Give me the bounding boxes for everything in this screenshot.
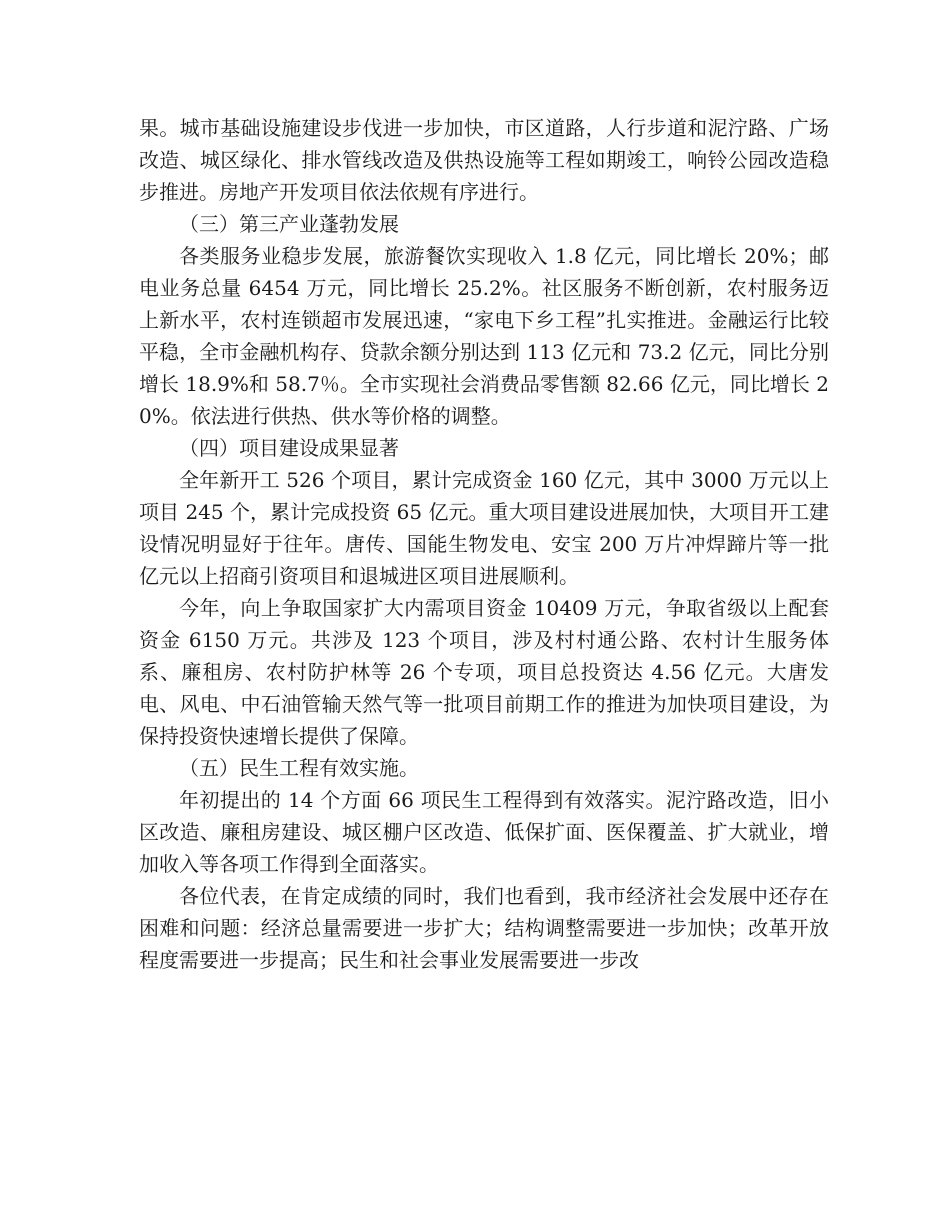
paragraph-problems: 各位代表，在肯定成绩的同时，我们也看到，我市经济社会发展中还存在困难和问题：经济总量需要进一步扩大；结构调整需要进一步加快；改革开放程度需要进一步提高；民生和社会事业发展需要进一步改 — [139, 884, 829, 972]
paragraph-national-funding: 今年，向上争取国家扩大内需项目资金 10409 万元，争取省级以上配套资金 6150 万元。共涉及 123 个项目，涉及村村通公路、农村计生服务体系、廉租房、农村防护林等 26 个专项，项目总投资达 4.56 亿元。大唐发电、风电、中石油管输天然气等一批项目前期工作的推进为加快项目建设，为保持投资快速增长提供了保障。 — [139, 596, 829, 748]
section-heading-livelihood: （五）民生工程有效实施。 — [179, 756, 419, 780]
paragraph-services: 各类服务业稳步发展，旅游餐饮实现收入 1.8 亿元，同比增长 20%；邮电业务总量 6454 万元，同比增长 25.2%。社区服务不断创新，农村服务迈上新水平，农村连锁超市发展迅速，“家电下乡工程”扎实推进。金融运行比较平稳，全市金融机构存、贷款余额分别达到 113 亿元和 73.2 亿元，同比分别增长 18.9%和 58.7％。全市实现社会消费品零售额 82.66 亿元，同比增长 20%。依法进行供热、供水等价格的调整。 — [139, 244, 829, 428]
section-heading-tertiary-industry: （三）第三产业蓬勃发展 — [179, 212, 399, 236]
paragraph-intro-continuation: 果。城市基础设施建设步伐进一步加快，市区道路，人行步道和泥泞路、广场改造、城区绿化、排水管线改造及供热设施等工程如期竣工，响铃公园改造稳步推进。房地产开发项目依法依规有序进行。 — [139, 116, 829, 204]
document-page — [139, 112, 829, 976]
paragraph-new-projects: 全年新开工 526 个项目，累计完成资金 160 亿元，其中 3000 万元以上项目 245 个，累计完成投资 65 亿元。重大项目建设进展加快，大项目开工建设情况明显好于往年。唐传、国能生物发电、安宝 200 万片冲焊蹄片等一批亿元以上招商引资项目和退城进区项目进展顺利。 — [139, 468, 829, 588]
section-heading-project-construction: （四）项目建设成果显著 — [179, 436, 399, 460]
paragraph-livelihood-projects: 年初提出的 14 个方面 66 项民生工程得到有效落实。泥泞路改造，旧小区改造、廉租房建设、城区棚户区改造、低保扩面、医保覆盖、扩大就业，增加收入等各项工作得到全面落实。 — [139, 788, 829, 876]
